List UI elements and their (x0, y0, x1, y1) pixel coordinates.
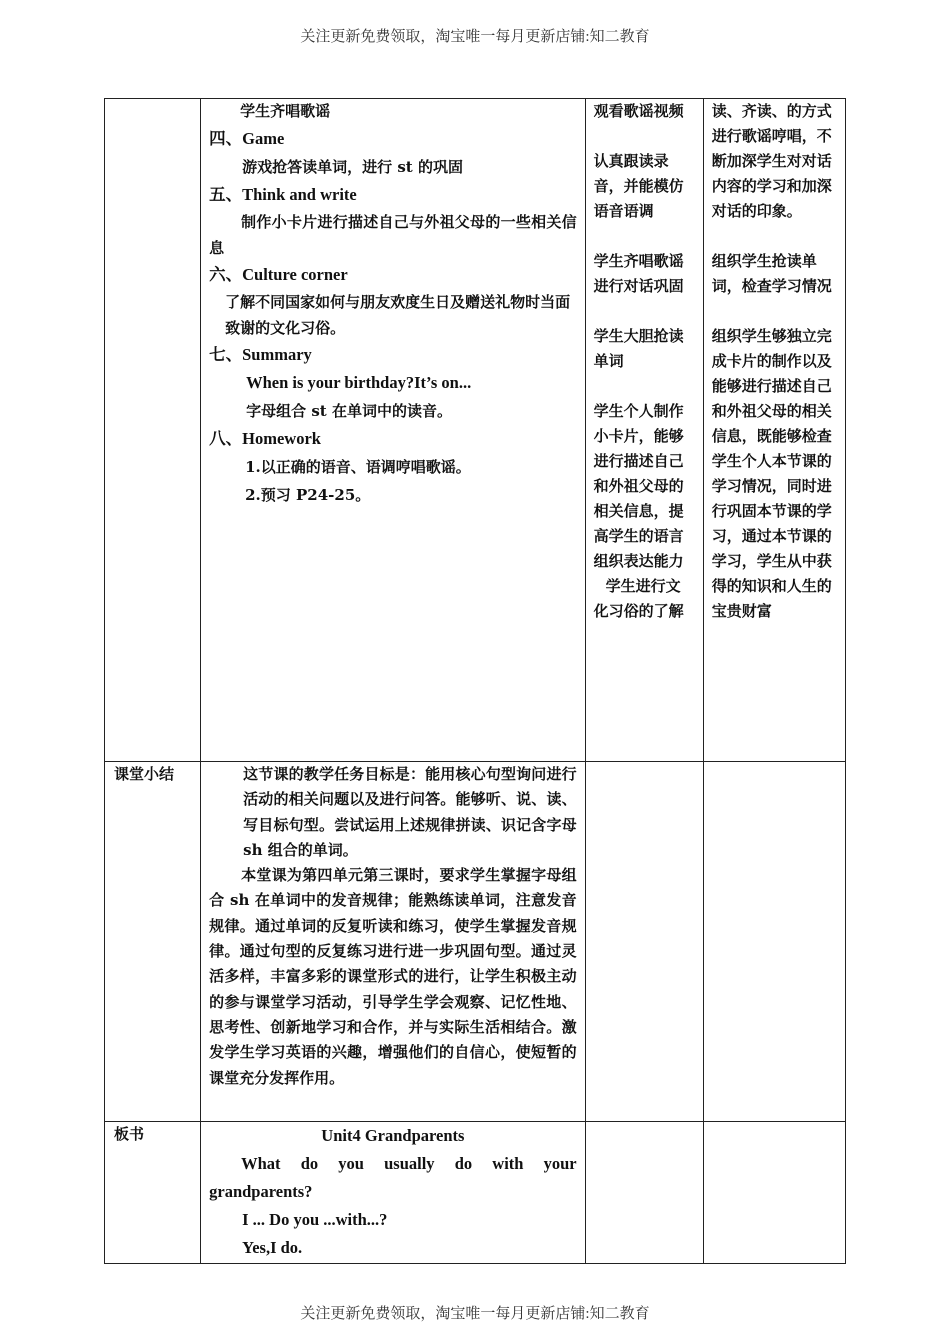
section-heading: 八、Homework (209, 428, 321, 448)
process-row (105, 99, 846, 762)
summary-paragraph: 这节课的教学任务目标是：能用核心句型询问进行活动的相关问题以及进行问答。能够听、说、读、写目标句型。尝试运用上述规律拼读、识记含字母 sh 组合的单词。 (243, 765, 577, 859)
section-heading: 五、Think and write (209, 184, 357, 204)
section-heading: 四、Game (209, 128, 285, 148)
student-activity: 认真跟读录音，并能模仿语音语调 (593, 152, 684, 220)
teacher-line: 了解不同国家如何与朋友欢度生日及赠送礼物时当面致谢的文化习俗。 (225, 292, 571, 337)
summary-empty-cell (703, 762, 845, 1122)
board-content-cell (201, 1122, 586, 1264)
teacher-line: 游戏抢答读单词，进行 st 的巩固 (242, 157, 463, 176)
board-line: I ... Do you ...with...? (242, 1210, 388, 1229)
student-activity: 学生齐唱歌谣进行对话巩固 (593, 252, 684, 295)
page-header: 关注更新免费领取，淘宝唯一每月更新店铺:知二教育 (300, 29, 650, 45)
section-heading: 七、Summary (209, 344, 312, 364)
summary-paragraph: 本堂课为第四单元第三课时，要求学生掌握字母组合 sh 在单词中的发音规律；能熟练读单词，注意发音规律。通过单词的反复听读和练习，使学生掌握发音规律。通过句型的反复练习进行进一步巩固句型。通过灵活多样，丰富多彩的课堂形式的进行，让学生积极主动的参与课堂学习活动，引导学生学会观察、记忆性地、思考性、创新地学习和合作，并与实际生活相结合。激发学生学习英语的兴趣，增强他们的自信心，使短暂的课堂充分发挥作用。 (209, 866, 577, 1087)
teacher-line: 学生齐唱歌谣 (240, 102, 331, 120)
board-line: What do you usually do with your grandparents? (209, 1154, 577, 1201)
board-row (105, 1122, 846, 1264)
teacher-line: 1.以正确的语音、语调哼唱歌谣。 (245, 457, 471, 476)
student-activity: 观看歌谣视频 (593, 102, 684, 120)
board-label: 板书 (114, 1125, 145, 1143)
lesson-plan-table (104, 98, 846, 1264)
summary-row (105, 762, 846, 1122)
section-heading: 六、Culture corner (209, 264, 348, 284)
teacher-line: 字母组合 st 在单词中的读音。 (246, 401, 452, 420)
board-title: Unit4 Grandparents (321, 1126, 465, 1145)
design-intent: 组织学生够独立完成卡片的制作以及能够进行描述自己和外祖父母的相关信息，既能够检查学生个人本节课的学习情况，同时进行巩固本节课的学习，通过本节课的学习，学生从中获得的知识和人生的宝贵财富 (711, 327, 832, 620)
teacher-activity-cell (201, 99, 586, 762)
student-activity: 学生进行文化习俗的了解 (593, 577, 684, 620)
board-empty-cell (703, 1122, 845, 1264)
page-footer: 关注更新免费领取，淘宝唯一每月更新店铺:知二教育 (300, 1306, 650, 1322)
summary-label-cell (105, 762, 201, 1122)
student-activity: 学生个人制作小卡片，能够进行描述自己和外祖父母的相关信息，提高学生的语言组织表达能力 (593, 402, 684, 570)
student-activity-cell (585, 99, 703, 762)
teacher-line: When is your birthday?It’s on... (246, 372, 472, 392)
process-label-cell (105, 99, 201, 762)
design-intent-cell (703, 99, 845, 762)
summary-empty-cell (585, 762, 703, 1122)
board-label-cell (105, 1122, 201, 1264)
summary-content-cell (201, 762, 586, 1122)
board-empty-cell (585, 1122, 703, 1264)
summary-label: 课堂小结 (114, 765, 175, 783)
design-intent: 读、齐读、的方式进行歌谣哼唱，不断加深学生对对话内容的学习和加深对话的印象。 (711, 102, 832, 220)
teacher-line: 2.预习 P24-25。 (245, 485, 371, 504)
student-activity: 学生大胆抢读单词 (593, 327, 684, 370)
teacher-line: 制作小卡片进行描述自己与外祖父母的一些相关信息 (209, 212, 577, 257)
design-intent: 组织学生抢读单词，检查学习情况 (711, 252, 832, 295)
board-line: Yes,I do. (242, 1238, 303, 1257)
